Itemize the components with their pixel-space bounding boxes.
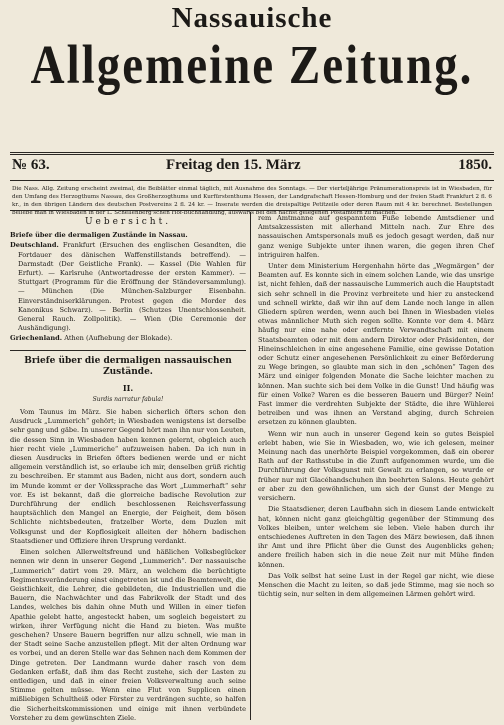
masthead-line-1: Nassauische — [171, 2, 333, 34]
toc-item — [10, 334, 246, 343]
toc-item-lead: Griechenland. — [10, 334, 63, 343]
toc-item-text: Frankfurt (Ersuchen des englischen Gesandten, die Fortdauer des dänischen Waffenstillstands betreffend). — Darmstadt (Der Geistliche Frank). — Kassel (Die Wahlen für Erfurt). — Karlsruhe (Antwortadresse der ersten Kammer). — Stuttgart (Programm für die Eröffnung der Ständeversammlung). — München (Die München-Salzburger Eisenbahn. Einverständniserklärungen. Protest gegen die Morder des Kanonikus Schwarz). — Berlin (Schutzes Unentschlossenheit. General Rauch. Zollpolitik). — Wien (Die Ceremonie der Aushändigung). — [18, 241, 246, 333]
issue-year: 1850. — [458, 157, 492, 173]
column-divider — [250, 212, 251, 720]
toc-item-lead: Briefe über die dermaligen Zustände in Nassau. — [10, 231, 188, 240]
right-column — [258, 214, 494, 601]
article-paragraph: Das Volk selbst hat seine Lust in der Regel gar nicht, wie diese Menschen die Macht zu leiten, so daß jede Stimme, mag sie noch so tüchtig sein, nur selten in dem allgemeinen Lärmen gehört wird. — [258, 571, 494, 599]
article-paragraph: Wenn wir nun auch in unserer Gegend kein so gutes Beispiel erlebt haben, wie Sie in Wiesbaden, wo, wie ich gelesen, meiner Meinung nach das unerhörte Beispiel vorgekommen, daß ein oberer Rath auf der Rathsstube in die Zunft aufgenommen wurde, um die Durchführung der Volksgunst mit Gewalt zu erlangen, so wurde er früher nur mit Glacéhandschuhen ihn beehrten Salons. Heute gehört er aber zu den gewöhnlichen, um sich der Gunst der Menge zu versichern. — [258, 429, 494, 503]
section-rule — [10, 350, 246, 351]
notice-rule — [10, 210, 494, 211]
article-paragraph: Die Staatsdiener, deren Laufbahn sich in diesem Lande entwickelt hat, können nicht ganz gleichgültig gegenüber der Stimmung des Volkes bleiben, unter welchem sie leben. Viele haben durch ihr entschiedenes Auftreten in den Tagen des März bewiesen, daß ihnen ihr Amt und ihre Pflicht über die Gunst des Augenblicks gehen; andere freilich haben sich in die neue Zeit nur mit Mühe finden können. — [258, 505, 494, 569]
article-title: Briefe über die dermaligen nassauischen Zustände. — [24, 355, 232, 377]
toc-heading: Uebersicht. — [84, 217, 172, 227]
toc-item — [10, 231, 246, 240]
masthead-line-2: Allgemeine Zeitung. — [30, 34, 474, 97]
article-motto: Surdis narratur fabula! — [92, 395, 164, 403]
article-paragraph: Einen solchen Allerweltsfreund und häßlichen Volksbeglücker nennen wir denn in unserer Gegend „Lummerich“. Der nassauische „Lummerich“ datirt vom 29. März, an welchem die berüchtigte Regimentsveränderung einst eingetreten ist und die Beamtenwelt, die Geistlichkeit, die Lehrer, die gebildeten, die Industriellen und die Bauern, die Nachwächter und das Fabrikvolk der Stadt und des Landes, welches bis dahin ohne Muth und Willen in einer tiefen Apathie gelebt hatte, angesteckt haben, um sogleich begeistert zu wirken, ihrer Verfügung nicht die Hand zu bieten. Was mußte geschehen? Unsere Bauern begriffen nur allzu schnell, wie man in der Stadt seine Sache anzustellen pflegt. Mit der alten Ordnung war es vorbei, und an deren Stelle war das Sehnen nach dem Kommen der Dinge getreten. Der Landmann wurde daher rasch von dem Gedanken erfaßt, daß ihm das Recht zustehe, sich der Lasten zu entledigen, und daß in einer freien Volksverwaltung auch seine Stimme gelten müsse. Wenn eine Flut von Supplicen einen mißliebigen Schultheiß oder Förster zu verdrängen suchte, so halfen die Sicherheitskommissionen und einige mit ihnen verbündete Vorsteher zu dem gewünschten Ziele. — [10, 548, 246, 722]
article-part: II. — [122, 382, 134, 393]
masthead-rule — [10, 152, 494, 155]
article-paragraph: Unter dem Ministerium Hergenhahn hörte das „Wegmärgen“ der Beamten auf. Es konnte sich in einem solchen Lande, wie das unsrige ist, nicht fehlen, daß der nassauische Lummerich auch die Hauptstadt sich sehr schnell in die Provinz verbreitete und hier zu ansteckend und schnell wirkte, daß wir ihn auf dem Lande noch lange in allen Gliedern spüren werden, wenn auch bei Ihnen in Wiesbaden vieles etwas männlicher Muth sich regen sollte. Konnte vor dem 4. März häufig nur eine nahe oder entfernte Verwandtschaft mit einem Staatsbeamten oder mit dem andern Direktor oder Präsidenten, der Hineinschleichen in eine angesehene Familie, eine gewisse Dotation oder Schutz einer angesehenen Persönlichkeit zu einer Beförderung zu Wege bringen, so glaubte man sich in den „schönen“ Tagen des März und einiger folgenden Monate die Sache leichter machen zu können. Man suchte sich bei dem Volke in die Gunst! Und häufig was für einen Volke? Waren es die besseren Bauern und Bürger? Nein! Fast immer die verdrehten Subjekte der Städte, die ihre Wühlerei betreiben und was ihnen an Verstand abging, durch Schreien ersetzen zu können glaubten. — [258, 262, 494, 427]
issue-date: Freitag den 15. März — [166, 157, 301, 173]
toc-item-text: Athen (Aufhebung der Blokade). — [64, 334, 173, 343]
toc-item — [10, 241, 246, 333]
article-paragraph: Vom Taunus im März. Sie haben sicherlich öfters schon den Ausdruck „Lummerich“ gehört; in Wiesbaden wenigstens ist derselbe sehr gang und gäbe. In unserer Gegend hört man ihn nur von Leuten, die dessen Sinn in Wiesbaden haben kennen gelernt, obgleich auch hier recht viele „Lummeriche“ aufzuweisen haben. Da ich nun in diesen Ausdrucks in Briefen öfters bedienen werde und er nicht allgemein verständlich ist, so erlaube ich mir, denselben grüß richtig zu beschreiben. Er stammt aus Baden, nicht aus dort, sondern auch im Munde kommt er der Volkssprache das Wort „Lummerhaft“ sehr vor. Es ist bekannt, daß die glorreiche badische Revolution zur Durchführung der endlich beschlossenen Reichsverfassung hauptsächlich den Mangel an Energie, der Feigheit, dem bösen Schlichte nichtsbedeuten, fratzelber Worte, dem Duzlen mit Volksgunst und der Kopflosigkeit alleiten der höhern badischen Staatsdiener und Offiziere ihren Ursprung verdankt. — [10, 408, 246, 545]
article-paragraph: rem Amtmanne auf gespanntem Fuße lebende Amtsdiener und Amtsakzessisten mit allerhand Mitteln nach. Zur Ehre des nassauischen Amtspersonals muß es jedoch gesagt werden, daß nur ganz wenige Subjekte unter ihnen waren, die gegen ihren Chef intriguiren halfen. — [258, 214, 494, 259]
issue-number: № 63. — [12, 157, 50, 173]
left-column — [10, 214, 246, 725]
toc-item-lead: Deutschland. — [10, 241, 59, 250]
issue-rule — [10, 180, 494, 181]
issue-line — [12, 157, 492, 177]
table-of-contents — [10, 231, 246, 343]
subscription-notice: Die Nass. Allg. Zeitung erscheint zweimal, die Beiblätter einmal täglich, mit Ausnahme des Sonntags. — Der vierteljährige Pränumerationspreis ist in Wiesbaden, für den Umfang des Herzogthums Nassau, des Großherzogthums und Kurfürstenthums Hessen, der Landgrafschaft Hessen-Homburg und der freien Stadt Frankfurt 2 fl. 6 kr., in den übrigen Ländern des deutschen Postvereins 2 fl. 24 kr. — Inserate werden die dreispaltige Petitzeile oder deren Raum mit 4 kr. berechnet. Bestellungen beliebe man in Wiesbaden in der L. Schellenberg'schen Hof-Buchhandlung, auswärts bei den nächst gelegenen Postämtern zu machen. — [12, 186, 492, 216]
